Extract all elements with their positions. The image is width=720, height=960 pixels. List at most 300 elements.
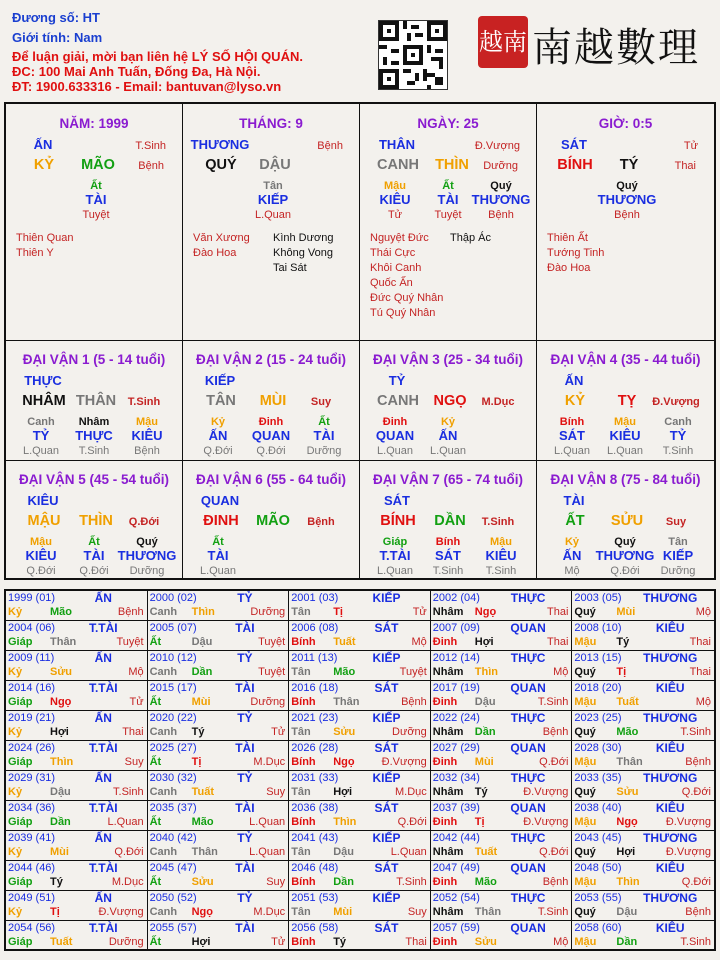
year-stem: Quý bbox=[574, 906, 596, 918]
year-phase: Tử bbox=[412, 606, 427, 618]
hidden-ten-god: THƯƠNG bbox=[597, 192, 657, 207]
pillar-branch-phase: Dưỡng bbox=[483, 160, 518, 172]
year-stem: Giáp bbox=[8, 816, 33, 828]
year-ten-god: TÀI bbox=[235, 681, 255, 695]
pillar-3 bbox=[537, 104, 714, 341]
year-cell[interactable] bbox=[6, 621, 148, 651]
year-branch: Tý bbox=[50, 876, 63, 888]
year-branch: Mão bbox=[616, 726, 639, 738]
year-stem: Bính bbox=[291, 876, 316, 888]
hidden-ten-god: THƯƠNG bbox=[471, 192, 531, 207]
year-phase: Suy bbox=[266, 786, 286, 798]
year-label: 2000 (02) bbox=[149, 592, 197, 604]
year-ten-god: TỶ bbox=[237, 891, 253, 905]
hidden-phase: L.Quan bbox=[376, 445, 414, 457]
hidden-ten-god: KIÊU bbox=[131, 428, 163, 443]
year-cell[interactable] bbox=[572, 621, 714, 651]
year-cell[interactable] bbox=[148, 651, 290, 681]
dai-van-2[interactable] bbox=[183, 341, 360, 461]
year-ten-god: SÁT bbox=[374, 801, 399, 815]
year-branch: Sửu bbox=[474, 936, 497, 948]
hidden-ten-god: KIÊU bbox=[379, 192, 411, 207]
pillar-phase: Đ.Vượng bbox=[474, 140, 520, 152]
year-branch: Dần bbox=[616, 936, 638, 948]
year-cell[interactable] bbox=[148, 621, 290, 651]
year-phase: Thai bbox=[689, 666, 711, 678]
year-branch: Dần bbox=[474, 726, 496, 738]
year-branch: Mão bbox=[333, 666, 356, 678]
year-ten-god: ẤN bbox=[94, 591, 112, 605]
special-star: Đức Quý Nhân bbox=[370, 292, 444, 304]
hidden-phase: Q.Đới bbox=[26, 565, 56, 577]
header bbox=[0, 0, 720, 100]
year-cell[interactable] bbox=[148, 921, 290, 951]
year-phase: Tử bbox=[129, 696, 144, 708]
contact-phone-email[interactable]: ĐT: 1900.633316 - Email: bantuvan@lyso.vn bbox=[12, 79, 282, 94]
year-ten-god: KIẾP bbox=[372, 891, 401, 905]
year-label: 2050 (52) bbox=[149, 892, 197, 904]
year-cell[interactable] bbox=[6, 651, 148, 681]
hidden-ten-god: KIÊU bbox=[609, 428, 641, 443]
year-phase: Dưỡng bbox=[250, 696, 286, 708]
year-ten-god: KIÊU bbox=[655, 801, 685, 815]
year-cell[interactable] bbox=[289, 711, 431, 741]
year-cell[interactable] bbox=[572, 771, 714, 801]
year-cell[interactable] bbox=[572, 741, 714, 771]
year-label: 2003 (05) bbox=[574, 592, 622, 604]
year-cell[interactable] bbox=[148, 741, 290, 771]
year-label: 1999 (01) bbox=[8, 592, 56, 604]
year-label: 2015 (17) bbox=[149, 682, 197, 694]
year-phase: L.Quan bbox=[390, 846, 427, 858]
year-phase: Q.Đới bbox=[397, 816, 427, 828]
year-stem: Tân bbox=[291, 726, 311, 738]
year-cell[interactable] bbox=[431, 681, 573, 711]
year-branch: Dậu bbox=[333, 846, 354, 858]
dai-van-phase: Q.Đới bbox=[128, 516, 160, 528]
year-ten-god: THỰC bbox=[510, 831, 546, 845]
year-ten-god: ẤN bbox=[94, 651, 112, 665]
dai-van-branch: TỴ bbox=[617, 393, 637, 409]
year-ten-god: THƯƠNG bbox=[643, 771, 698, 785]
hidden-phase: L.Quan bbox=[22, 445, 60, 457]
year-stem: Tân bbox=[291, 906, 311, 918]
hidden-stem: Tân bbox=[668, 536, 688, 548]
pillar-title: NGÀY: 25 bbox=[417, 116, 479, 131]
year-stem: Giáp bbox=[8, 756, 33, 768]
year-label: 2025 (27) bbox=[149, 742, 197, 754]
year-branch: Tị bbox=[50, 906, 60, 918]
year-phase: Suy bbox=[124, 756, 144, 768]
year-branch: Dần bbox=[191, 666, 213, 678]
year-phase: Bệnh bbox=[542, 876, 569, 888]
year-ten-god: T.TÀI bbox=[88, 681, 118, 695]
year-ten-god: QUAN bbox=[510, 921, 546, 935]
pillar-0 bbox=[6, 104, 183, 341]
year-stem: Quý bbox=[574, 666, 596, 678]
dai-van-title: ĐẠI VẬN 2 (15 - 24 tuổi) bbox=[195, 352, 347, 367]
dai-van-6[interactable] bbox=[183, 461, 360, 579]
year-phase: Mộ bbox=[128, 666, 144, 678]
hidden-stem: Mậu bbox=[384, 180, 406, 192]
year-ten-god: KIÊU bbox=[655, 741, 685, 755]
year-cell[interactable] bbox=[289, 861, 431, 891]
year-branch: Tị bbox=[333, 606, 343, 618]
year-label: 2009 (11) bbox=[8, 652, 55, 664]
pillar-stem: QUÝ bbox=[205, 157, 237, 173]
year-stem: Canh bbox=[149, 666, 178, 678]
year-branch: Mùi bbox=[616, 606, 636, 618]
year-stem: Kỷ bbox=[8, 786, 23, 798]
dai-van-stem: NHÂM bbox=[22, 393, 66, 409]
year-branch: Tý bbox=[474, 786, 488, 798]
year-label: 2055 (57) bbox=[149, 922, 197, 934]
dai-van-stem: ĐINH bbox=[203, 513, 239, 529]
year-phase: L.Quan bbox=[249, 846, 286, 858]
year-phase: Q.Đới bbox=[539, 756, 569, 768]
year-ten-god: QUAN bbox=[510, 621, 546, 635]
year-label: 2036 (38) bbox=[291, 802, 339, 814]
hidden-phase: Bệnh bbox=[134, 445, 160, 457]
pillar-2 bbox=[360, 104, 537, 341]
gioi-tinh-label: Giới tính: bbox=[12, 30, 71, 45]
year-cell[interactable] bbox=[148, 771, 290, 801]
duong-so-line bbox=[12, 10, 100, 25]
year-phase: Đ.Vượng bbox=[523, 816, 569, 828]
dai-van-ten-god: SÁT bbox=[384, 493, 410, 508]
hidden-stem: Ất bbox=[90, 180, 102, 192]
hidden-phase: Tuyệt bbox=[82, 209, 110, 221]
year-label: 2032 (34) bbox=[432, 772, 480, 784]
year-cell[interactable] bbox=[572, 891, 714, 921]
year-branch: Dậu bbox=[474, 696, 496, 708]
dai-van-phase: T.Sinh bbox=[481, 516, 515, 528]
year-label: 2022 (24) bbox=[432, 712, 480, 724]
seal-logo: 越南 bbox=[478, 16, 528, 68]
dai-van-branch: MÃO bbox=[256, 513, 290, 529]
year-branch: Dần bbox=[50, 816, 71, 828]
dai-van-branch: THÂN bbox=[75, 393, 117, 409]
year-stem: Canh bbox=[149, 786, 178, 798]
year-cell[interactable] bbox=[431, 711, 573, 741]
year-cell[interactable] bbox=[148, 711, 290, 741]
hidden-stem: Ất bbox=[212, 536, 224, 548]
year-branch: Tuất bbox=[616, 696, 639, 708]
year-cell[interactable] bbox=[289, 831, 431, 861]
year-cell[interactable] bbox=[148, 861, 290, 891]
year-ten-god: KIÊU bbox=[655, 921, 685, 935]
year-phase: Bệnh bbox=[685, 756, 711, 768]
special-star: Thái Cực bbox=[370, 247, 416, 259]
year-cell[interactable] bbox=[6, 591, 148, 621]
dai-van-ten-god: THỰC bbox=[24, 373, 62, 388]
year-cell[interactable] bbox=[572, 801, 714, 831]
year-stem: Mậu bbox=[574, 696, 597, 708]
pillar-title: GIỜ: 0:5 bbox=[598, 116, 653, 131]
year-stem: Giáp bbox=[8, 876, 33, 888]
year-cell[interactable] bbox=[431, 801, 573, 831]
year-cell[interactable] bbox=[6, 891, 148, 921]
year-label: 2011 (13) bbox=[291, 652, 338, 664]
pillar-ten-god: THƯƠNG bbox=[190, 137, 250, 152]
dai-van-stem: MẬU bbox=[27, 513, 61, 529]
year-cell[interactable] bbox=[6, 681, 148, 711]
year-label: 2027 (29) bbox=[432, 742, 480, 754]
year-cell[interactable] bbox=[6, 771, 148, 801]
year-branch: Thân bbox=[474, 906, 502, 918]
year-stem: Nhâm bbox=[432, 846, 464, 858]
year-label: 2018 (20) bbox=[574, 682, 622, 694]
year-stem: Quý bbox=[574, 786, 596, 798]
year-cell[interactable] bbox=[431, 891, 573, 921]
year-ten-god: THƯƠNG bbox=[643, 711, 698, 725]
year-label: 2040 (42) bbox=[149, 832, 197, 844]
hidden-stem: Ất bbox=[442, 180, 454, 192]
year-branch: Dậu bbox=[50, 786, 71, 798]
year-cell[interactable] bbox=[572, 861, 714, 891]
special-star: Kình Dương bbox=[273, 232, 334, 244]
year-ten-god: KIÊU bbox=[655, 681, 685, 695]
hidden-phase: Dưỡng bbox=[129, 565, 165, 577]
hidden-stem: Mậu bbox=[614, 416, 636, 428]
year-cell[interactable] bbox=[431, 591, 573, 621]
year-cell[interactable] bbox=[431, 921, 573, 951]
year-cell[interactable] bbox=[148, 891, 290, 921]
year-cell[interactable] bbox=[431, 651, 573, 681]
year-label: 2035 (37) bbox=[149, 802, 197, 814]
year-stem: Bính bbox=[291, 756, 316, 768]
dai-van-8[interactable] bbox=[537, 461, 714, 579]
year-cell[interactable] bbox=[431, 741, 573, 771]
hidden-ten-god: TỶ bbox=[669, 428, 687, 443]
year-label: 2057 (59) bbox=[432, 922, 480, 934]
hidden-stem: Canh bbox=[27, 416, 55, 428]
year-ten-god: SÁT bbox=[374, 741, 399, 755]
year-cell[interactable] bbox=[289, 891, 431, 921]
year-branch: Thân bbox=[50, 636, 77, 648]
duong-so-value: HT bbox=[82, 10, 101, 25]
year-branch: Hợi bbox=[191, 936, 211, 948]
year-branch: Dần bbox=[333, 876, 354, 888]
year-cell[interactable] bbox=[572, 651, 714, 681]
year-label: 2024 (26) bbox=[8, 742, 56, 754]
year-cell[interactable] bbox=[431, 831, 573, 861]
pillar-ten-god: THÂN bbox=[378, 137, 416, 152]
year-ten-god: TỶ bbox=[237, 711, 253, 725]
hidden-stem: Kỷ bbox=[210, 416, 226, 428]
year-label: 2049 (51) bbox=[8, 892, 56, 904]
year-stem: Mậu bbox=[574, 756, 597, 768]
year-branch: Tuất bbox=[50, 936, 73, 948]
year-phase: L.Quan bbox=[249, 816, 286, 828]
year-phase: Tử bbox=[271, 726, 286, 738]
year-branch: Thìn bbox=[191, 606, 215, 618]
year-phase: Đ.Vượng bbox=[665, 846, 711, 858]
year-ten-god: KIẾP bbox=[372, 651, 401, 665]
year-cell[interactable] bbox=[6, 801, 148, 831]
year-cell[interactable] bbox=[148, 681, 290, 711]
year-cell[interactable] bbox=[6, 831, 148, 861]
year-label: 2029 (31) bbox=[8, 772, 56, 784]
hidden-ten-god: KIẾP bbox=[257, 192, 289, 207]
year-cell[interactable] bbox=[6, 741, 148, 771]
year-ten-god: TÀI bbox=[235, 861, 255, 875]
year-cell[interactable] bbox=[289, 681, 431, 711]
year-phase: M.Dục bbox=[395, 786, 427, 798]
year-cell[interactable] bbox=[6, 921, 148, 951]
year-cell[interactable] bbox=[289, 771, 431, 801]
year-stem: Giáp bbox=[8, 936, 33, 948]
year-cell[interactable] bbox=[289, 651, 431, 681]
year-cell[interactable] bbox=[148, 801, 290, 831]
year-stem: Tân bbox=[291, 606, 311, 618]
year-phase: Dưỡng bbox=[392, 726, 427, 738]
year-cell[interactable] bbox=[289, 801, 431, 831]
hidden-phase: L.Quan bbox=[254, 209, 292, 221]
year-stem: Ất bbox=[149, 636, 162, 648]
hidden-phase: T.Sinh bbox=[432, 565, 464, 577]
dai-van-stem: ẤT bbox=[565, 513, 585, 529]
dai-van-title: ĐẠI VẬN 3 (25 - 34 tuổi) bbox=[372, 352, 524, 367]
year-ten-god: T.TÀI bbox=[88, 861, 118, 875]
hidden-phase: Q.Đới bbox=[203, 445, 233, 457]
year-stem: Nhâm bbox=[432, 786, 464, 798]
year-cell[interactable] bbox=[572, 711, 714, 741]
hidden-ten-god: THƯƠNG bbox=[595, 548, 655, 563]
special-star: Thiên Quan bbox=[16, 232, 74, 244]
year-branch: Tý bbox=[616, 636, 630, 648]
pillar-title: NĂM: 1999 bbox=[59, 116, 129, 131]
year-branch: Tý bbox=[191, 726, 205, 738]
hidden-ten-god: TÀI bbox=[83, 548, 105, 563]
year-cell[interactable] bbox=[572, 921, 714, 951]
hidden-ten-god: TÀI bbox=[313, 428, 335, 443]
year-stem: Kỷ bbox=[8, 726, 23, 738]
year-stem: Quý bbox=[574, 726, 596, 738]
year-cell[interactable] bbox=[289, 921, 431, 951]
year-ten-god: T.TÀI bbox=[88, 621, 118, 635]
dai-van-3[interactable] bbox=[360, 341, 537, 461]
gioi-tinh-value: Nam bbox=[73, 30, 103, 45]
year-ten-god: T.TÀI bbox=[88, 801, 118, 815]
year-stem: Giáp bbox=[8, 696, 33, 708]
hidden-stem: Bính bbox=[435, 536, 461, 548]
year-phase: Mộ bbox=[553, 936, 569, 948]
year-ten-god: THƯƠNG bbox=[643, 831, 698, 845]
dai-van-phase: Đ.Vượng bbox=[652, 396, 700, 408]
year-phase: Dưỡng bbox=[250, 606, 286, 618]
special-star: Thiên Ất bbox=[547, 232, 588, 244]
contact-address: ĐC: 100 Mai Anh Tuấn, Đống Đa, Hà Nội. bbox=[12, 64, 261, 79]
dai-van-7[interactable] bbox=[360, 461, 537, 579]
year-cell[interactable] bbox=[572, 591, 714, 621]
year-label: 2039 (41) bbox=[8, 832, 56, 844]
year-cell[interactable] bbox=[431, 861, 573, 891]
year-label: 2001 (03) bbox=[291, 592, 339, 604]
year-branch: Mão bbox=[191, 816, 214, 828]
special-star: Thập Ác bbox=[450, 232, 491, 244]
year-label: 2014 (16) bbox=[8, 682, 56, 694]
year-branch: Mão bbox=[474, 876, 497, 888]
year-label: 2058 (60) bbox=[574, 922, 622, 934]
year-cell[interactable] bbox=[431, 771, 573, 801]
dai-van-5[interactable] bbox=[6, 461, 183, 579]
year-ten-god: THỰC bbox=[510, 891, 546, 905]
qr-code-icon[interactable] bbox=[378, 20, 448, 90]
year-stem: Đinh bbox=[432, 816, 458, 828]
dai-van-ten-god: ẤN bbox=[564, 373, 584, 388]
year-branch: Sửu bbox=[616, 786, 639, 798]
year-branch: Tị bbox=[191, 756, 202, 768]
special-star: Đào Hoa bbox=[547, 262, 591, 274]
hidden-phase: T.Sinh bbox=[662, 445, 694, 457]
year-label: 2031 (33) bbox=[291, 772, 339, 784]
hidden-stem: Đinh bbox=[382, 416, 408, 428]
year-phase: Tuyệt bbox=[399, 666, 427, 678]
year-label: 2048 (50) bbox=[574, 862, 622, 874]
year-phase: Thai bbox=[546, 636, 569, 648]
year-cell[interactable] bbox=[289, 621, 431, 651]
year-ten-god: THỰC bbox=[510, 711, 546, 725]
year-stem: Ất bbox=[149, 696, 162, 708]
year-cell[interactable] bbox=[572, 681, 714, 711]
hidden-stem: Tân bbox=[263, 180, 283, 192]
hidden-stem: Đinh bbox=[258, 416, 284, 428]
hidden-phase: Bệnh bbox=[488, 209, 514, 221]
year-phase: T.Sinh bbox=[396, 876, 427, 888]
year-label: 2042 (44) bbox=[432, 832, 480, 844]
year-cell[interactable] bbox=[148, 591, 290, 621]
year-phase: Đ.Vượng bbox=[381, 756, 427, 768]
year-phase: Bệnh bbox=[542, 726, 569, 738]
dai-van-ten-god: KIẾP bbox=[204, 373, 236, 388]
year-ten-god: THƯƠNG bbox=[643, 651, 698, 665]
year-cell[interactable] bbox=[572, 831, 714, 861]
year-label: 2038 (40) bbox=[574, 802, 622, 814]
year-branch: Ngọ bbox=[616, 816, 638, 828]
year-phase: Mộ bbox=[553, 666, 569, 678]
dai-van-4[interactable] bbox=[537, 341, 714, 461]
year-label: 2028 (30) bbox=[574, 742, 622, 754]
hidden-ten-god: THƯƠNG bbox=[117, 548, 177, 563]
year-cell[interactable] bbox=[6, 711, 148, 741]
year-ten-god: SÁT bbox=[374, 861, 399, 875]
year-label: 2013 (15) bbox=[574, 652, 622, 664]
year-label: 2054 (56) bbox=[8, 922, 56, 934]
year-cell[interactable] bbox=[289, 741, 431, 771]
hidden-ten-god: TỶ bbox=[32, 428, 50, 443]
year-cell[interactable] bbox=[6, 861, 148, 891]
year-label: 2021 (23) bbox=[291, 712, 339, 724]
dai-van-stem: BÍNH bbox=[380, 513, 416, 529]
year-ten-god: ẤN bbox=[94, 891, 112, 905]
year-cell[interactable] bbox=[289, 591, 431, 621]
year-ten-god: TÀI bbox=[235, 921, 255, 935]
year-branch: Tuất bbox=[333, 636, 356, 648]
year-label: 2052 (54) bbox=[432, 892, 480, 904]
year-cell[interactable] bbox=[148, 831, 290, 861]
hidden-phase: L.Quan bbox=[429, 445, 467, 457]
year-branch: Dậu bbox=[191, 636, 213, 648]
year-cell[interactable] bbox=[431, 621, 573, 651]
year-ten-god: KIẾP bbox=[372, 711, 401, 725]
hidden-phase: Q.Đới bbox=[256, 445, 286, 457]
dai-van-1[interactable] bbox=[6, 341, 183, 461]
year-phase: Q.Đới bbox=[114, 846, 144, 858]
year-label: 2034 (36) bbox=[8, 802, 56, 814]
dai-van-phase: Suy bbox=[665, 516, 687, 528]
hidden-stem: Kỷ bbox=[440, 416, 456, 428]
